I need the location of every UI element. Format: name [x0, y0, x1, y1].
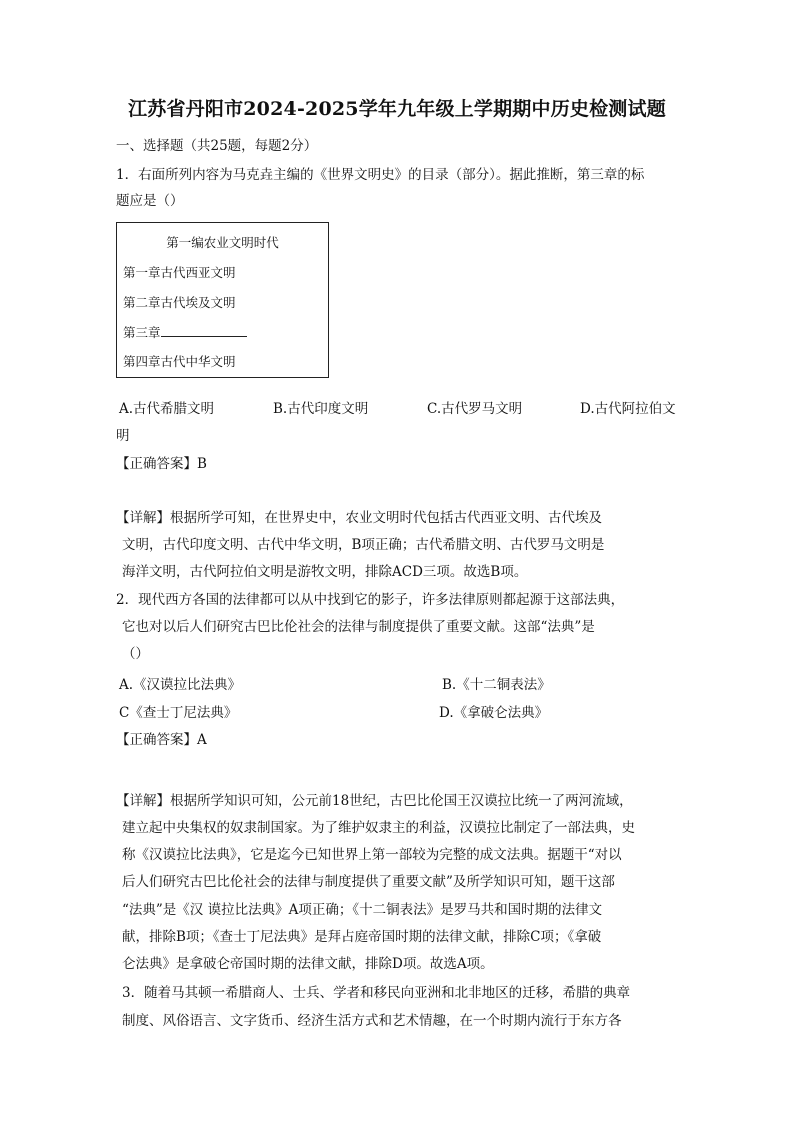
- q2-option-b: B.《十二铜表法》: [442, 677, 551, 693]
- q2-stem-line1: 2．现代西方各国的法律都可以从中找到它的影子，许多法律原则都起源于这部法典，: [116, 592, 625, 608]
- q1-option-c: C.古代罗马文明: [427, 401, 523, 417]
- toc-chapter-4: 第四章古代中华文明: [123, 354, 236, 369]
- toc-chapter-3-label: 第三章: [123, 325, 161, 340]
- q2-detail-line6: 献，排除B项；《查士丁尼法典》是拜占庭帝国时期的法律文献，排除C项；《拿破: [122, 929, 602, 945]
- q2-detail-line2: 建立起中央集权的奴隶制国家。为了维护奴隶主的利益，汉谟拉比制定了一部法典，史: [122, 820, 635, 836]
- toc-heading: 第一编农业文明时代: [166, 235, 279, 250]
- q2-answer: 【正确答案】A: [116, 732, 207, 748]
- q3-stem-line1: 3．随着马其顿一希腊商人、士兵、学者和移民向亚洲和北非地区的迁移，希腊的典章: [122, 985, 631, 1001]
- q1-detail-line3: 海洋文明，古代阿拉伯文明是游牧文明，排除ACD三项。故选B项。: [122, 564, 528, 580]
- q1-option-d-wrap: 明: [116, 428, 130, 444]
- q1-option-d: D.古代阿拉伯文: [580, 401, 676, 417]
- q2-stem-line3: （）: [122, 646, 149, 662]
- q2-detail-line7: 仑法典》是拿破仑帝国时期的法律文献，排除D项。故选A项。: [122, 956, 494, 972]
- q1-detail-line1: 【详解】根据所学可知，在世界史中，农业文明时代包括古代西亚文明、古代埃及: [116, 510, 602, 526]
- q2-detail-line5: “法典”是《汉 谟拉比法典》A项正确；《十二铜表法》是罗马共和国时期的法律文: [122, 902, 603, 918]
- q1-answer: 【正确答案】B: [116, 456, 207, 472]
- q2-stem-line2: 它也对以后人们研究古巴比伦社会的法律与制度提供了重要文献。这部“法典”是: [122, 619, 595, 635]
- q2-detail-line1: 【详解】根据所学知识可知，公元前18世纪，古巴比伦国王汉谟拉比统一了两河流域，: [116, 793, 633, 809]
- toc-chapter-1: 第一章古代西亚文明: [123, 265, 236, 280]
- toc-chapter-2: 第二章古代埃及文明: [123, 295, 236, 310]
- q1-stem-line2: 题应是（）: [116, 193, 184, 209]
- q1-detail-line2: 文明，古代印度文明、古代中华文明，B项正确；古代希腊文明、古代罗马文明是: [122, 537, 605, 553]
- q1-option-b: B.古代印度文明: [273, 401, 369, 417]
- section-heading: 一、选择题（共25题，每题2分）: [116, 138, 318, 154]
- q2-detail-line4: 后人们研究古巴比伦社会的法律与制度提供了重要文献”及所学知识可知，题干这部: [122, 874, 615, 890]
- toc-chapter-3-blank: [161, 324, 247, 337]
- q2-option-c: C《查士丁尼法典》: [119, 705, 238, 721]
- q3-stem-line2: 制度、风俗语言、文字货币、经济生活方式和艺术情趣，在一个时期内流行于东方各: [122, 1013, 622, 1029]
- toc-chapter-3: [123, 323, 247, 341]
- q2-option-d: D.《拿破仑法典》: [439, 705, 549, 721]
- q2-option-a: A.《汉谟拉比法典》: [119, 677, 242, 693]
- q1-option-a: A.古代希腊文明: [119, 401, 215, 417]
- q1-stem-line1: 1．右面所列内容为马克垚主编的《世界文明史》的目录（部分）。据此推断，第三章的标: [116, 167, 645, 183]
- page-title: 江苏省丹阳市2024-2025学年九年级上学期期中历史检测试题: [128, 98, 666, 120]
- q1-table-of-contents-box: [116, 222, 329, 378]
- q2-detail-line3: 称《汉谟拉比法典》，它是迄今已知世界上第一部较为完整的成文法典。据题干“对以: [122, 847, 622, 863]
